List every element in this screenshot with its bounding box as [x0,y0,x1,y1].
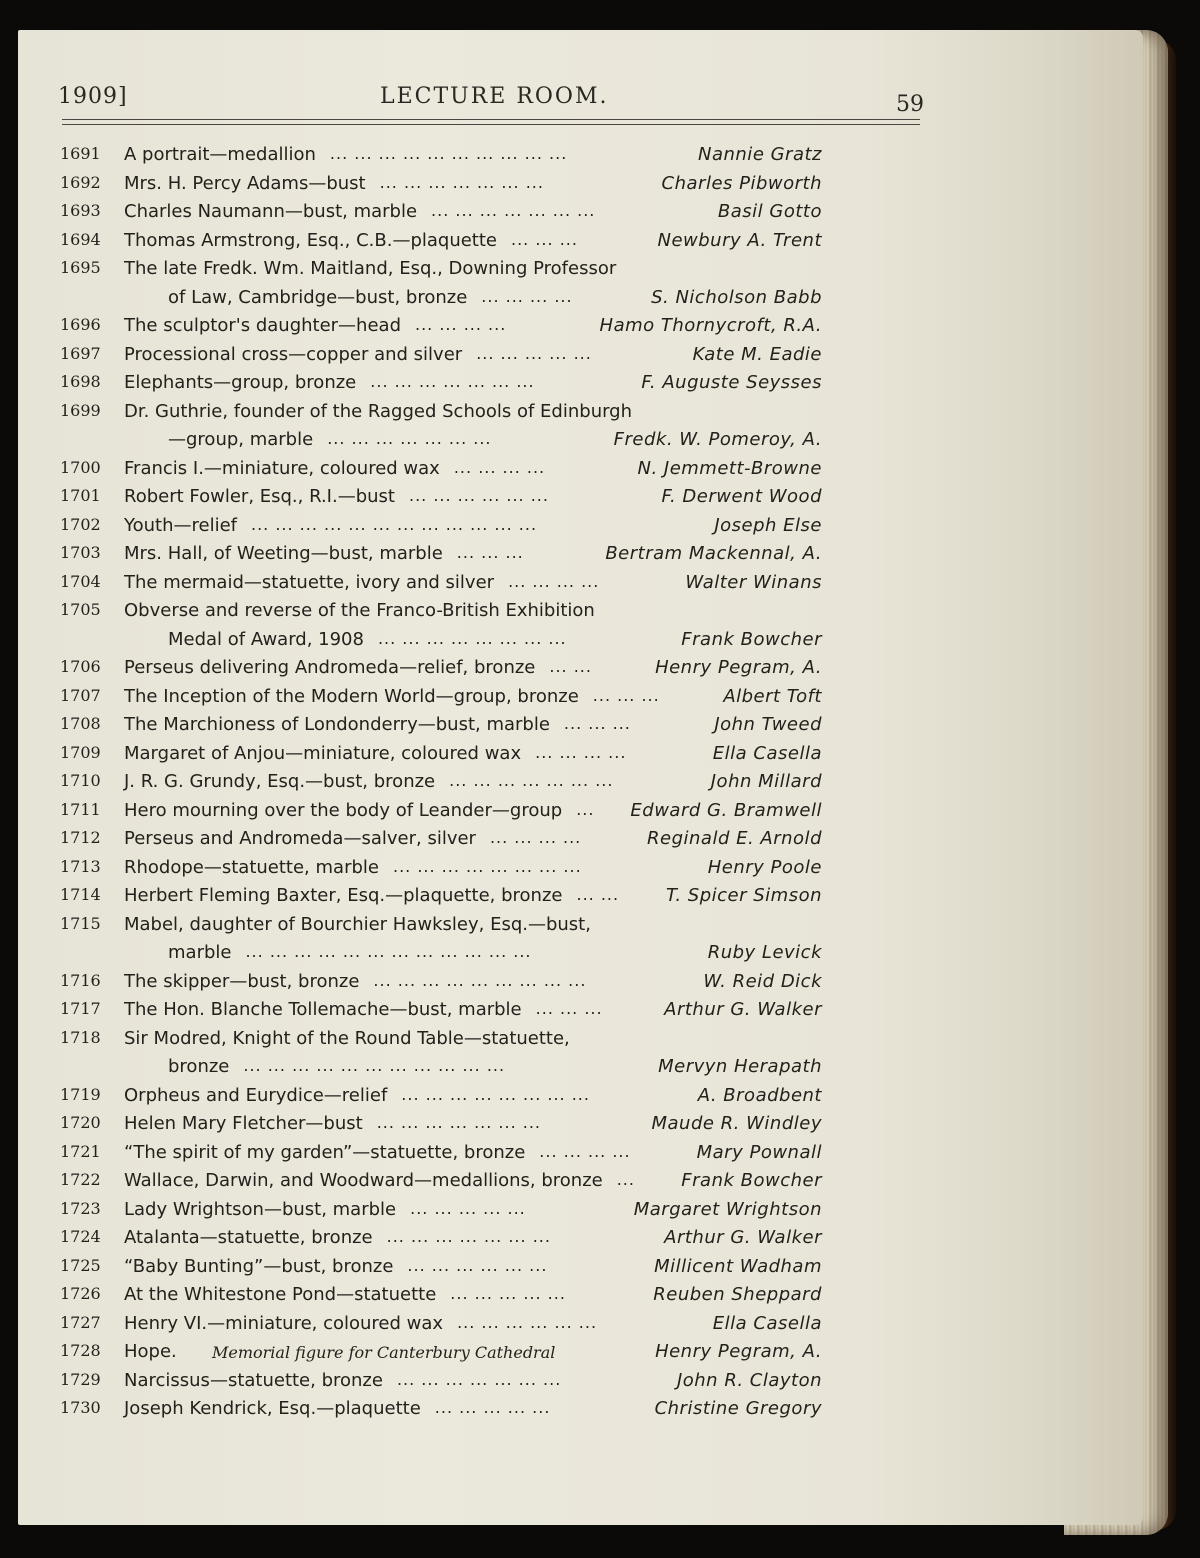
catalogue-entry [0,258,1100,284]
catalogue-entry [0,287,1100,313]
work-title: Youth—relief [124,515,237,536]
catalogue-entry [0,857,1100,883]
dot-leader: ... ... ... ... ... ... [457,1313,598,1332]
work-title-continued: of Law, Cambridge—bust, bronze [168,287,468,308]
catalogue-number: 1723 [60,1199,101,1218]
artist-name: Walter Winans [685,572,822,593]
catalogue-entry [0,885,1100,911]
artist-name: Mary Pownall [696,1142,822,1163]
catalogue-entry [0,144,1100,170]
dot-leader: ... ... [576,885,620,904]
catalogue-number: 1717 [60,999,101,1018]
catalogue-number: 1715 [60,914,101,933]
catalogue-number: 1725 [60,1256,101,1275]
dot-leader: ... ... ... [592,686,660,705]
catalogue-entry [0,942,1100,968]
catalogue-entry [0,572,1100,598]
catalogue-entry [0,1085,1100,1111]
work-title: Orpheus and Eurydice—relief [124,1085,388,1106]
work-title: J. R. G. Grundy, Esq.—bust, bronze [124,771,436,792]
dot-leader: ... ... ... ... ... ... ... ... [401,1085,590,1104]
work-title: Perseus and Andromeda—salver, silver [124,828,476,849]
catalogue-number: 1697 [60,344,101,363]
work-title: Mrs. H. Percy Adams—bust [124,173,366,194]
work-title: Atalanta—statuette, bronze [124,1227,373,1248]
catalogue-entry [0,1284,1100,1310]
work-title: Hope. [124,1341,177,1362]
artist-name: A. Broadbent [697,1085,822,1106]
catalogue-number: 1694 [60,230,101,249]
catalogue-number: 1696 [60,315,101,334]
work-title: Mabel, daughter of Bourchier Hawksley, Esq.—bust, [124,914,591,935]
work-title: Processional cross—copper and silver [124,344,463,365]
catalogue-number: 1698 [60,372,101,391]
artist-name: Albert Toft [723,686,822,707]
artist-name: Henry Poole [707,857,822,878]
catalogue-number: 1720 [60,1113,101,1132]
dot-leader: ... ... ... ... [489,828,582,847]
catalogue-number: 1706 [60,657,101,676]
work-title: The mermaid—statuette, ivory and silver [124,572,495,593]
dot-leader: ... ... ... ... ... [410,1199,526,1218]
artist-name: T. Spicer Simson [665,885,822,906]
artist-name: Margaret Wrightson [633,1199,822,1220]
work-title: Herbert Fleming Baxter, Esq.—plaquette, bronze [124,885,563,906]
catalogue-number: 1700 [60,458,101,477]
running-head-title: LECTURE ROOM. [380,84,609,109]
catalogue-entry [0,1313,1100,1339]
work-title: Robert Fowler, Esq., R.I.—bust [124,486,395,507]
catalogue-entry [0,771,1100,797]
artist-name: N. Jemmett-Browne [637,458,822,479]
dot-leader: ... ... ... ... ... ... [407,1256,548,1275]
work-title-continued: Medal of Award, 1908 [168,629,364,650]
artist-name: F. Auguste Seysses [641,372,822,393]
catalogue-entry [0,315,1100,341]
catalogue-entry [0,714,1100,740]
dot-leader: ... ... ... ... ... ... ... [379,173,544,192]
artist-name: Reuben Sheppard [653,1284,822,1305]
catalogue-number: 1713 [60,857,101,876]
catalogue-entry [0,600,1100,626]
work-title: Perseus delivering Andromeda—relief, bronze [124,657,536,678]
dot-leader: ... [576,800,595,819]
dot-leader: ... ... ... ... ... ... ... [370,372,535,391]
work-title: Hero mourning over the body of Leander—group [124,800,563,821]
catalogue-entry [0,429,1100,455]
catalogue-number: 1729 [60,1370,101,1389]
artist-name: Arthur G. Walker [664,1227,822,1248]
artist-name: Edward G. Bramwell [630,800,822,821]
dot-leader: ... ... ... ... ... [434,1398,551,1417]
catalogue-number: 1709 [60,743,101,762]
work-title: The Inception of the Modern World—group, bronze [124,686,579,707]
catalogue-entry [0,458,1100,484]
catalogue-entry [0,401,1100,427]
catalogue-entry [0,657,1100,683]
work-title: Rhodope—statuette, marble [124,857,379,878]
dot-leader: ... ... ... [456,543,524,562]
work-title: Wallace, Darwin, and Woodward—medallions, bronze [124,1170,603,1191]
work-title: The late Fredk. Wm. Maitland, Esq., Downing Professor [124,258,617,279]
catalogue-number: 1719 [60,1085,101,1104]
work-title: Thomas Armstrong, Esq., C.B.—plaquette [124,230,497,251]
artist-name: Kate M. Eadie [692,344,822,365]
catalogue-entry [0,800,1100,826]
artist-name: Frank Bowcher [681,1170,822,1191]
artist-name: Fredk. W. Pomeroy, A. [613,429,822,450]
catalogue-number: 1711 [60,800,101,819]
dot-leader: ... ... ... ... [539,1142,631,1161]
work-title: Mrs. Hall, of Weeting—bust, marble [124,543,443,564]
artist-name: Henry Pegram, A. [655,1341,822,1362]
catalogue-entry [0,344,1100,370]
catalogue-entry [0,1199,1100,1225]
work-title: Joseph Kendrick, Esq.—plaquette [124,1398,421,1419]
running-head-year: 1909] [58,84,128,109]
work-title: The Hon. Blanche Tollemache—bust, marble [124,999,522,1020]
work-title-continued: marble [168,942,232,963]
work-title-continued: —group, marble [168,429,314,450]
artist-name: Nannie Gratz [698,144,822,165]
work-title: Margaret of Anjou—miniature, coloured wax [124,743,522,764]
dot-leader: ... ... ... ... ... ... ... ... ... ... [329,144,568,163]
work-title: Elephants—group, bronze [124,372,357,393]
catalogue-entry [0,1370,1100,1396]
catalogue-number: 1714 [60,885,101,904]
catalogue-entry [0,914,1100,940]
catalogue-number: 1702 [60,515,101,534]
dot-leader: ... ... ... ... ... ... ... ... ... [373,971,587,990]
artist-name: Ruby Levick [707,942,822,963]
artist-name: Bertram Mackennal, A. [605,543,822,564]
catalogue-entry [0,999,1100,1025]
dot-leader: ... ... ... ... ... ... ... [449,771,614,790]
dot-leader: ... ... ... ... ... ... ... [431,201,596,220]
dot-leader: ... ... ... [563,714,631,733]
artist-name: Frank Bowcher [681,629,822,650]
dot-leader: ... ... ... ... [453,458,546,477]
catalogue-number: 1727 [60,1313,101,1332]
artist-name: W. Reid Dick [703,971,822,992]
dot-leader: ... ... ... ... ... ... ... [327,429,492,448]
artist-name: Henry Pegram, A. [655,657,822,678]
work-title: A portrait—medallion [124,144,316,165]
catalogue-number: 1691 [60,144,101,163]
catalogue-entry [0,173,1100,199]
artist-name: S. Nicholson Babb [651,287,822,308]
catalogue-entry [0,1398,1100,1424]
catalogue-number: 1699 [60,401,101,420]
work-title: At the Whitestone Pond—statuette [124,1284,437,1305]
catalogue-entry [0,971,1100,997]
artist-name: Millicent Wadham [654,1256,822,1277]
dot-leader: ... [616,1170,635,1189]
dot-leader: ... ... ... ... ... ... ... ... [377,629,567,648]
dot-leader: ... ... ... [535,999,603,1018]
work-title: Helen Mary Fletcher—bust [124,1113,363,1134]
artist-name: Joseph Else [714,515,822,536]
catalogue-entry [0,1113,1100,1139]
work-title: The sculptor's daughter—head [124,315,401,336]
catalogue-entry [0,629,1100,655]
artist-name: F. Derwent Wood [661,486,822,507]
dot-leader: ... ... ... ... ... ... ... [396,1370,562,1389]
dot-leader: ... ... ... ... [508,572,600,591]
work-title: Charles Naumann—bust, marble [124,201,418,222]
catalogue-entry [0,486,1100,512]
artist-name: Reginald E. Arnold [647,828,822,849]
catalogue-entry [0,1170,1100,1196]
catalogue-number: 1728 [60,1341,101,1360]
catalogue-entry [0,686,1100,712]
artist-name: Arthur G. Walker [664,999,822,1020]
catalogue-entry [0,743,1100,769]
catalogue-number: 1716 [60,971,101,990]
catalogue-entry [0,372,1100,398]
artist-name: Mervyn Herapath [658,1056,822,1077]
artist-name: John Millard [710,771,822,792]
catalogue-number: 1726 [60,1284,101,1303]
catalogue-entry [0,1341,1100,1367]
work-title: Narcissus—statuette, bronze [124,1370,383,1391]
page-number: 59 [896,92,924,117]
work-title-continued: bronze [168,1056,230,1077]
artist-name: Ella Casella [712,743,822,764]
header-rule [62,119,920,120]
catalogue-entry [0,201,1100,227]
dot-leader: ... ... ... ... ... [450,1284,566,1303]
work-note: Memorial figure for Canterbury Cathedral [212,1343,556,1362]
work-title: Sir Modred, Knight of the Round Table—statuette, [124,1028,570,1049]
artist-name: John R. Clayton [676,1370,822,1391]
dot-leader: ... ... ... ... ... ... ... ... ... ... ... ... [245,942,532,961]
catalogue-number: 1707 [60,686,101,705]
catalogue-number: 1705 [60,600,101,619]
dot-leader: ... ... ... ... ... ... ... [386,1227,551,1246]
dot-leader: ... ... ... ... ... ... ... ... ... ... ... [243,1056,506,1075]
catalogue-number: 1704 [60,572,101,591]
catalogue-entry [0,515,1100,541]
artist-name: Charles Pibworth [661,173,822,194]
work-title: The Marchioness of Londonderry—bust, marble [124,714,550,735]
catalogue-number: 1730 [60,1398,101,1417]
dot-leader: ... ... ... ... ... ... ... [376,1113,542,1132]
catalogue-number: 1710 [60,771,101,790]
artist-name: Basil Gotto [717,201,822,222]
work-title: “Baby Bunting”—bust, bronze [124,1256,394,1277]
dot-leader: ... ... ... ... [415,315,507,334]
dot-leader: ... ... ... [511,230,578,249]
work-title: Francis I.—miniature, coloured wax [124,458,440,479]
catalogue-entry [0,543,1100,569]
artist-name: Maude R. Windley [651,1113,822,1134]
catalogue-number: 1701 [60,486,101,505]
artist-name: Newbury A. Trent [657,230,822,251]
dot-leader: ... ... ... ... ... ... ... ... ... ... ... ... [250,515,538,534]
dot-leader: ... ... [549,657,592,676]
artist-name: Hamo Thornycroft, R.A. [599,315,822,336]
catalogue-number: 1692 [60,173,101,192]
work-title: The skipper—bust, bronze [124,971,360,992]
header-rule [62,124,920,125]
work-title: Obverse and reverse of the Franco-British Exhibition [124,600,595,621]
artist-name: Ella Casella [712,1313,822,1334]
catalogue-number: 1718 [60,1028,101,1047]
catalogue-entry [0,1142,1100,1168]
catalogue-number: 1695 [60,258,101,277]
catalogue-entry [0,828,1100,854]
work-title: Dr. Guthrie, founder of the Ragged Schools of Edinburgh [124,401,633,422]
dot-leader: ... ... ... ... ... ... ... ... [392,857,582,876]
artist-name: Christine Gregory [654,1398,822,1419]
catalogue-number: 1724 [60,1227,101,1246]
artist-name: John Tweed [714,714,822,735]
catalogue-number: 1693 [60,201,101,220]
catalogue-number: 1703 [60,543,101,562]
work-title: “The spirit of my garden”—statuette, bronze [124,1142,526,1163]
catalogue-entry [0,230,1100,256]
dot-leader: ... ... ... ... [481,287,573,306]
dot-leader: ... ... ... ... ... [476,344,592,363]
dot-leader: ... ... ... ... ... ... [408,486,549,505]
dot-leader: ... ... ... ... [535,743,627,762]
work-title: Lady Wrightson—bust, marble [124,1199,397,1220]
catalogue-number: 1721 [60,1142,101,1161]
catalogue-number: 1722 [60,1170,101,1189]
catalogue-number: 1708 [60,714,101,733]
catalogue-entry [0,1028,1100,1054]
work-title: Henry VI.—miniature, coloured wax [124,1313,444,1334]
catalogue-entry [0,1227,1100,1253]
catalogue-number: 1712 [60,828,101,847]
catalogue-entry [0,1056,1100,1082]
catalogue-entry [0,1256,1100,1282]
